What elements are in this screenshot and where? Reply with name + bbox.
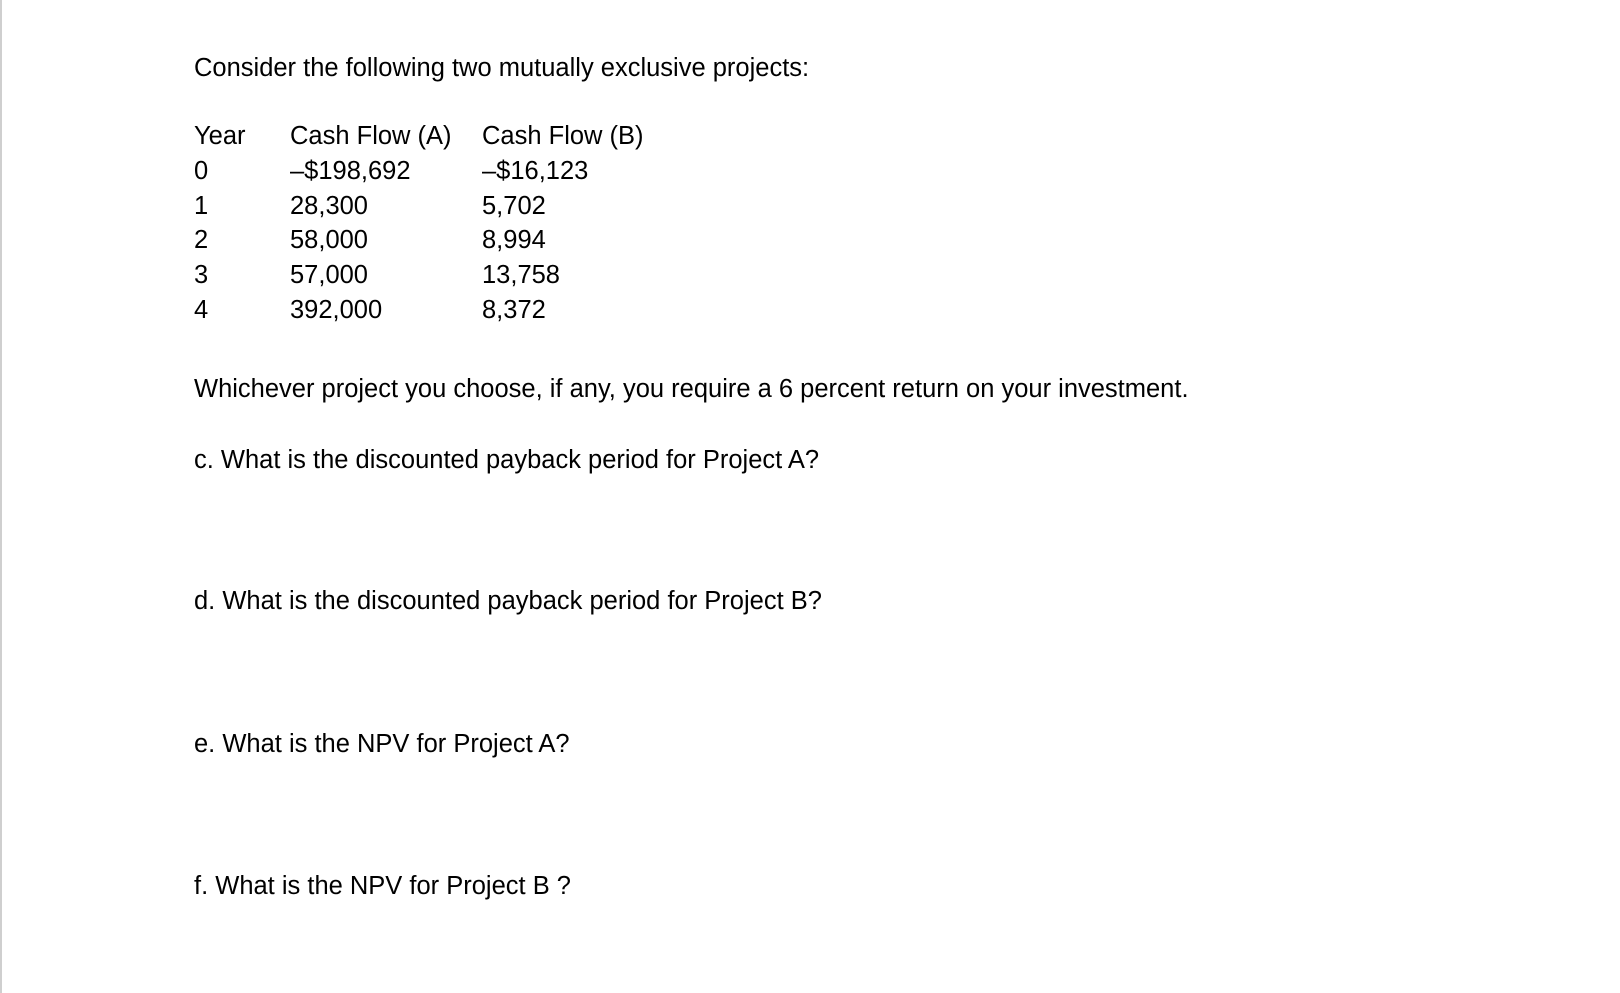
- cash-flow-a-cell: 392,000: [290, 296, 383, 324]
- year-cell: 1: [194, 192, 209, 220]
- intro-text: Consider the following two mutually exclusive projects:: [194, 54, 810, 82]
- header-cash-flow-b: Cash Flow (B): [482, 122, 644, 150]
- cash-flow-a-cell: 58,000: [290, 226, 368, 254]
- cash-flow-a-cell: 28,300: [290, 192, 368, 220]
- requirement-text: Whichever project you choose, if any, you require a 6 percent return on your investment.: [194, 375, 1189, 403]
- year-cell: 2: [194, 226, 209, 254]
- cash-flow-b-cell: 8,994: [482, 226, 546, 254]
- question-e: e. What is the NPV for Project A?: [194, 730, 570, 758]
- year-cell: 3: [194, 261, 209, 289]
- cash-flow-b-cell: 13,758: [482, 261, 560, 289]
- year-cell: 0: [194, 157, 209, 185]
- header-cash-flow-a: Cash Flow (A): [290, 122, 452, 150]
- question-d: d. What is the discounted payback period for Project B?: [194, 587, 822, 615]
- question-c: c. What is the discounted payback period for Project A?: [194, 446, 820, 474]
- cash-flow-b-cell: –$16,123: [482, 157, 589, 185]
- cash-flow-a-cell: –$198,692: [290, 157, 411, 185]
- cash-flow-a-cell: 57,000: [290, 261, 368, 289]
- cash-flow-b-cell: 5,702: [482, 192, 546, 220]
- header-year: Year: [194, 122, 246, 150]
- question-f: f. What is the NPV for Project B ?: [194, 872, 571, 900]
- cash-flow-b-cell: 8,372: [482, 296, 546, 324]
- year-cell: 4: [194, 296, 209, 324]
